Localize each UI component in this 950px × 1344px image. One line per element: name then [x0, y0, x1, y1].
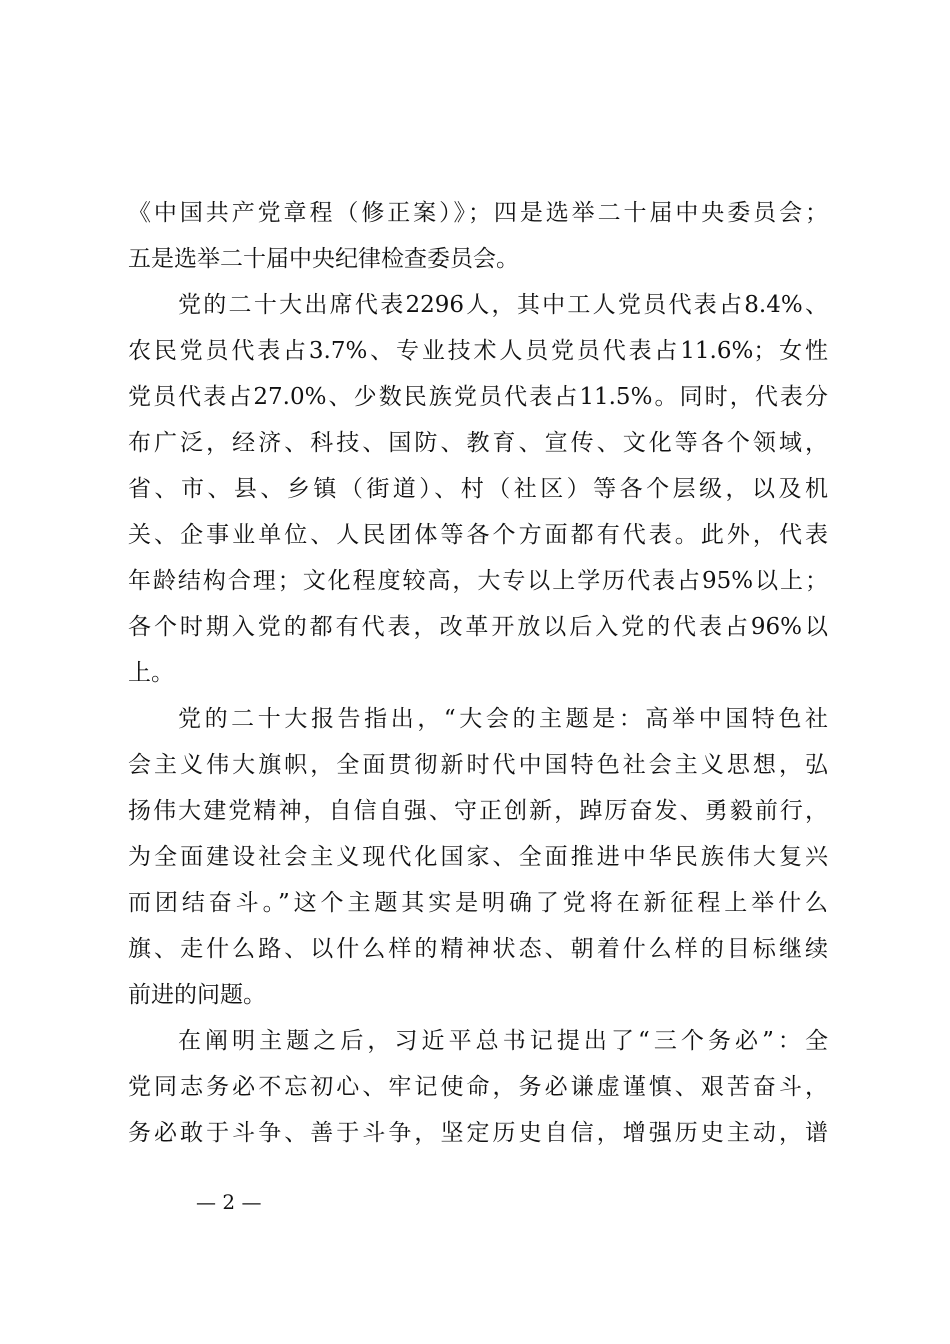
text-line: 布广泛，经济、科技、国防、教育、宣传、文化等各个领域， — [128, 430, 828, 456]
text-line: 党员代表占27.0%、少数民族党员代表占11.5%。同时，代表分 — [128, 384, 828, 410]
paragraph-first-line: 党的二十大报告指出，“大会的主题是：高举中国特色社 — [178, 706, 828, 732]
text-line: 关、企事业单位、人民团体等各个方面都有代表。此外，代表 — [128, 522, 828, 548]
text-line: 务必敢于斗争、善于斗争，坚定历史自信，增强历史主动，谱 — [128, 1120, 828, 1146]
page-number: — 2 — — [196, 1190, 262, 1214]
text-line: 会主义伟大旗帜，全面贯彻新时代中国特色社会主义思想，弘 — [128, 752, 828, 778]
text-line: 《中国共产党章程（修正案）》；四是选举二十届中央委员会； — [128, 200, 828, 226]
text-line: 党同志务必不忘初心、牢记使命，务必谦虚谨慎、艰苦奋斗， — [128, 1074, 828, 1100]
text-line: 而团结奋斗。”这个主题其实是明确了党将在新征程上举什么 — [128, 890, 828, 916]
text-line: 为全面建设社会主义现代化国家、全面推进中华民族伟大复兴 — [128, 844, 828, 870]
paragraph-first-line: 党的二十大出席代表2296人，其中工人党员代表占8.4%、 — [178, 292, 828, 318]
text-line: 五是选举二十届中央纪律检查委员会。 — [128, 246, 519, 272]
text-line: 各个时期入党的都有代表，改革开放以后入党的代表占96%以 — [128, 614, 828, 640]
paragraph-first-line: 在阐明主题之后，习近平总书记提出了“三个务必”：全 — [178, 1028, 828, 1054]
text-line: 旗、走什么路、以什么样的精神状态、朝着什么样的目标继续 — [128, 936, 828, 962]
text-line: 省、市、县、乡镇（街道）、村（社区）等各个层级，以及机 — [128, 476, 828, 502]
text-line: 前进的问题。 — [128, 982, 266, 1008]
text-line: 上。 — [128, 660, 174, 686]
text-line: 扬伟大建党精神，自信自强、守正创新，踔厉奋发、勇毅前行， — [128, 798, 828, 824]
text-line: 农民党员代表占3.7%、专业技术人员党员代表占11.6%；女性 — [128, 338, 828, 364]
text-line: 年龄结构合理；文化程度较高，大专以上学历代表占95%以上； — [128, 568, 828, 594]
